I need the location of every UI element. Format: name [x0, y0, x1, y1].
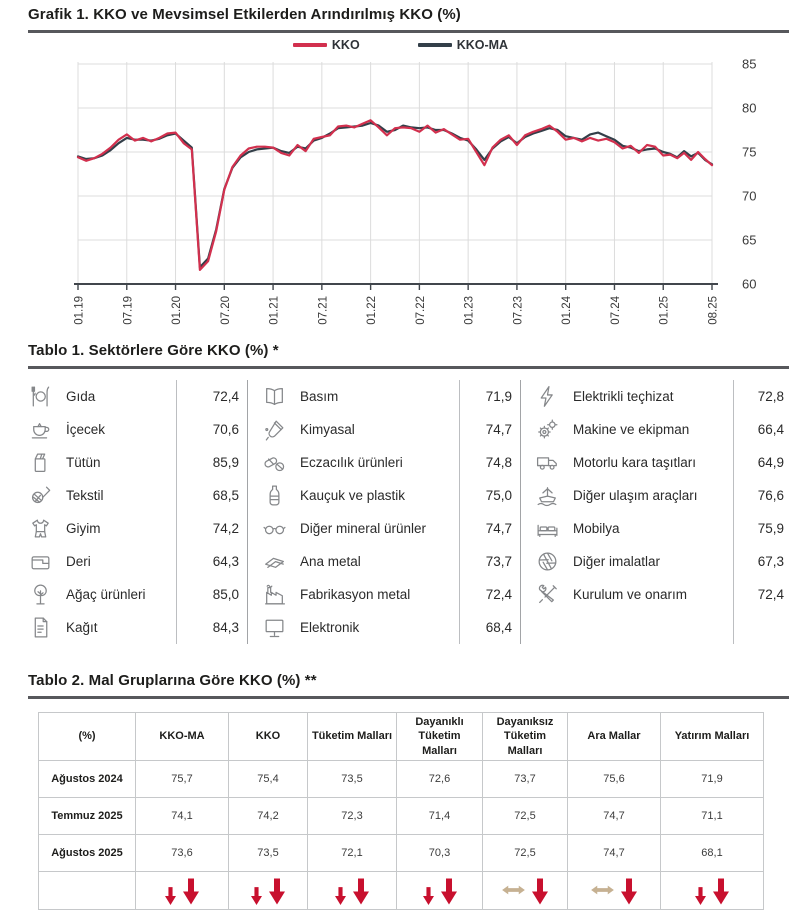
wood-icon	[28, 582, 66, 607]
down-arrow-small-icon	[251, 887, 262, 905]
value-cell: 68,1	[661, 834, 764, 871]
sector-row	[28, 479, 247, 512]
trend-cell	[661, 871, 764, 909]
sector-label: Giyim	[66, 521, 101, 536]
trend-row-label-empty	[39, 871, 136, 909]
ship-icon	[535, 483, 573, 508]
sector-value: 74,2	[176, 512, 247, 545]
sector-label: Diğer mineral ürünler	[300, 521, 427, 536]
sector-row	[262, 380, 520, 413]
trend-cell	[483, 871, 568, 909]
sector-column	[248, 380, 521, 644]
x-tick-label: 08.25	[707, 296, 720, 325]
sector-value: 75,0	[459, 479, 520, 512]
sector-label: Fabrikasyon metal	[300, 587, 411, 602]
sector-row	[535, 512, 792, 545]
sector-value: 85,9	[176, 446, 247, 479]
sector-label: Diğer imalatlar	[573, 554, 661, 569]
down-arrow-icon	[353, 878, 369, 905]
down-arrow-icon	[183, 878, 199, 905]
aperture-icon	[535, 549, 573, 574]
value-cell: 71,1	[661, 797, 764, 834]
value-cell: 74,2	[229, 797, 308, 834]
sector-value: 74,8	[459, 446, 520, 479]
table-header-cell: Dayanıklı Tüketim Malları	[397, 713, 483, 761]
y-tick-label: 85	[742, 56, 757, 72]
x-tick-label: 07.19	[122, 296, 135, 325]
trend-row	[39, 871, 764, 909]
sector-value: 72,4	[459, 578, 520, 611]
both-directions-arrow-icon	[502, 883, 525, 897]
leather-icon	[28, 549, 66, 574]
tools-icon	[535, 582, 573, 607]
y-tick-label: 70	[742, 188, 757, 204]
row-label-cell: Temmuz 2025	[39, 797, 136, 834]
y-tick-label: 75	[742, 144, 757, 160]
down-arrow-icon	[532, 878, 548, 905]
sector-row	[28, 446, 247, 479]
value-cell: 71,4	[397, 797, 483, 834]
value-cell: 75,7	[136, 760, 229, 797]
table-header-cell: Tüketim Malları	[308, 713, 397, 761]
sector-value: 74,7	[459, 512, 520, 545]
goods-groups-table	[38, 712, 764, 910]
sector-row	[262, 512, 520, 545]
legend-label: KKO	[331, 38, 360, 52]
sector-label: Tekstil	[66, 488, 104, 503]
table-header-cell: KKO-MA	[136, 713, 229, 761]
both-directions-arrow-icon	[591, 883, 614, 897]
sector-label: Elektrikli teçhizat	[573, 389, 674, 404]
grafik1-title: Grafik 1. KKO ve Mevsimsel Etkilerden Arındırılmış KKO (%)	[28, 6, 789, 33]
sector-column	[28, 380, 248, 644]
row-label-cell: Ağustos 2025	[39, 834, 136, 871]
table-row	[39, 760, 764, 797]
sector-value: 72,8	[733, 380, 792, 413]
down-arrow-icon	[441, 878, 457, 905]
sector-value: 67,3	[733, 545, 792, 578]
metal-sheet-icon	[262, 549, 300, 574]
sector-value: 73,7	[459, 545, 520, 578]
y-tick-label: 65	[742, 232, 757, 248]
sector-row	[28, 380, 247, 413]
sector-row	[535, 479, 792, 512]
sector-label: Kauçuk ve plastik	[300, 488, 406, 503]
sector-column	[521, 380, 792, 644]
textile-icon	[28, 483, 66, 508]
sector-value: 66,4	[733, 413, 792, 446]
sector-row	[535, 380, 792, 413]
value-cell: 72,1	[308, 834, 397, 871]
sector-row	[28, 611, 247, 644]
table-header-cell: Ara Mallar	[568, 713, 661, 761]
sector-row	[262, 479, 520, 512]
sector-label: Basım	[300, 389, 339, 404]
x-tick-label: 07.20	[219, 296, 232, 325]
tablo2-title: Tablo 2. Mal Gruplarına Göre KKO (%) **	[28, 672, 789, 699]
clothing-icon	[28, 516, 66, 541]
sector-row	[535, 446, 792, 479]
sector-row	[28, 578, 247, 611]
sector-value: 64,9	[733, 446, 792, 479]
legend-line-swatch	[293, 43, 327, 47]
monitor-icon	[262, 615, 300, 640]
gears-icon	[535, 417, 573, 442]
sector-row	[535, 578, 792, 611]
value-cell: 72,3	[308, 797, 397, 834]
sector-label: Elektronik	[300, 620, 360, 635]
sector-label: Tütün	[66, 455, 101, 470]
value-cell: 73,5	[308, 760, 397, 797]
x-tick-label: 01.19	[73, 296, 86, 325]
value-cell: 74,1	[136, 797, 229, 834]
chemical-icon	[262, 417, 300, 442]
sector-label: Gıda	[66, 389, 96, 404]
sector-row	[28, 512, 247, 545]
sector-row	[262, 545, 520, 578]
truck-icon	[535, 450, 573, 475]
legend-item	[418, 38, 508, 52]
lightning-icon	[535, 384, 573, 409]
factory-icon	[262, 582, 300, 607]
value-cell: 73,6	[136, 834, 229, 871]
value-cell: 72,5	[483, 834, 568, 871]
sector-label: Deri	[66, 554, 91, 569]
x-tick-label: 07.23	[512, 296, 525, 325]
down-arrow-small-icon	[423, 887, 434, 905]
x-tick-label: 07.22	[414, 296, 427, 325]
sector-row-empty	[535, 611, 792, 644]
y-tick-label: 80	[742, 100, 757, 116]
sector-label: Kimyasal	[300, 422, 355, 437]
x-tick-label: 01.24	[561, 296, 574, 325]
down-arrow-small-icon	[165, 887, 176, 905]
sector-value: 75,9	[733, 512, 792, 545]
tobacco-icon	[28, 450, 66, 475]
printing-icon	[262, 384, 300, 409]
sector-label: Eczacılık ürünleri	[300, 455, 403, 470]
trend-cell	[397, 871, 483, 909]
sector-row	[262, 611, 520, 644]
chart-legend	[0, 38, 801, 52]
sector-label: Diğer ulaşım araçları	[573, 488, 698, 503]
down-arrow-small-icon	[335, 887, 346, 905]
table-row	[39, 797, 764, 834]
down-arrow-icon	[269, 878, 285, 905]
sector-value: 71,9	[459, 380, 520, 413]
sector-row	[28, 545, 247, 578]
row-label-cell: Ağustos 2024	[39, 760, 136, 797]
sector-value: 84,3	[176, 611, 247, 644]
x-tick-label: 01.21	[268, 296, 281, 325]
down-arrow-small-icon	[695, 887, 706, 905]
sector-value: 72,4	[176, 380, 247, 413]
sector-row	[535, 545, 792, 578]
value-cell: 74,7	[568, 797, 661, 834]
legend-label: KKO-MA	[456, 38, 509, 52]
pharma-icon	[262, 450, 300, 475]
value-cell: 73,7	[483, 760, 568, 797]
x-tick-label: 01.20	[171, 296, 184, 325]
x-tick-label: 01.22	[366, 296, 379, 325]
plastic-bottle-icon	[262, 483, 300, 508]
sector-value: 70,6	[176, 413, 247, 446]
y-tick-label: 60	[742, 276, 757, 292]
x-tick-label: 07.21	[317, 296, 330, 325]
sector-label: Makine ve ekipman	[573, 422, 690, 437]
value-cell: 72,5	[483, 797, 568, 834]
sector-label: Kağıt	[66, 620, 98, 635]
value-cell: 75,4	[229, 760, 308, 797]
table-header-cell: Dayanıksız Tüketim Malları	[483, 713, 568, 761]
sector-label: Motorlu kara taşıtları	[573, 455, 697, 470]
sector-value: 68,5	[176, 479, 247, 512]
food-icon	[28, 384, 66, 409]
sector-row	[262, 446, 520, 479]
sector-value: 74,7	[459, 413, 520, 446]
x-tick-label: 07.24	[609, 296, 622, 325]
table-row	[39, 834, 764, 871]
trend-cell	[568, 871, 661, 909]
sector-row	[262, 413, 520, 446]
table-header-cell: Yatırım Malları	[661, 713, 764, 761]
value-cell: 70,3	[397, 834, 483, 871]
beverage-icon	[28, 417, 66, 442]
table-header-cell: KKO	[229, 713, 308, 761]
sector-row	[28, 413, 247, 446]
value-cell: 74,7	[568, 834, 661, 871]
sector-value: 76,6	[733, 479, 792, 512]
legend-line-swatch	[418, 43, 452, 47]
sector-label: Kurulum ve onarım	[573, 587, 688, 602]
tablo1-title: Tablo 1. Sektörlere Göre KKO (%) *	[28, 342, 789, 369]
table-header-cell: (%)	[39, 713, 136, 761]
sector-label: İçecek	[66, 422, 106, 437]
value-cell: 73,5	[229, 834, 308, 871]
sector-table	[28, 380, 792, 644]
trend-cell	[308, 871, 397, 909]
sector-label: Ağaç ürünleri	[66, 587, 146, 602]
sector-value: 68,4	[459, 611, 520, 644]
paper-icon	[28, 615, 66, 640]
sector-row	[262, 578, 520, 611]
sector-value: 64,3	[176, 545, 247, 578]
value-cell: 71,9	[661, 760, 764, 797]
down-arrow-icon	[713, 878, 729, 905]
x-tick-label: 01.25	[658, 296, 671, 325]
kko-line-chart	[0, 52, 801, 340]
value-cell: 72,6	[397, 760, 483, 797]
bed-icon	[535, 516, 573, 541]
sector-value: 72,4	[733, 578, 792, 611]
down-arrow-icon	[621, 878, 637, 905]
x-tick-label: 01.23	[463, 296, 476, 325]
sector-label: Mobilya	[573, 521, 620, 536]
legend-item	[293, 38, 360, 52]
glasses-icon	[262, 516, 300, 541]
sector-row	[535, 413, 792, 446]
sector-value: 85,0	[176, 578, 247, 611]
trend-cell	[229, 871, 308, 909]
sector-label: Ana metal	[300, 554, 361, 569]
value-cell: 75,6	[568, 760, 661, 797]
trend-cell	[136, 871, 229, 909]
